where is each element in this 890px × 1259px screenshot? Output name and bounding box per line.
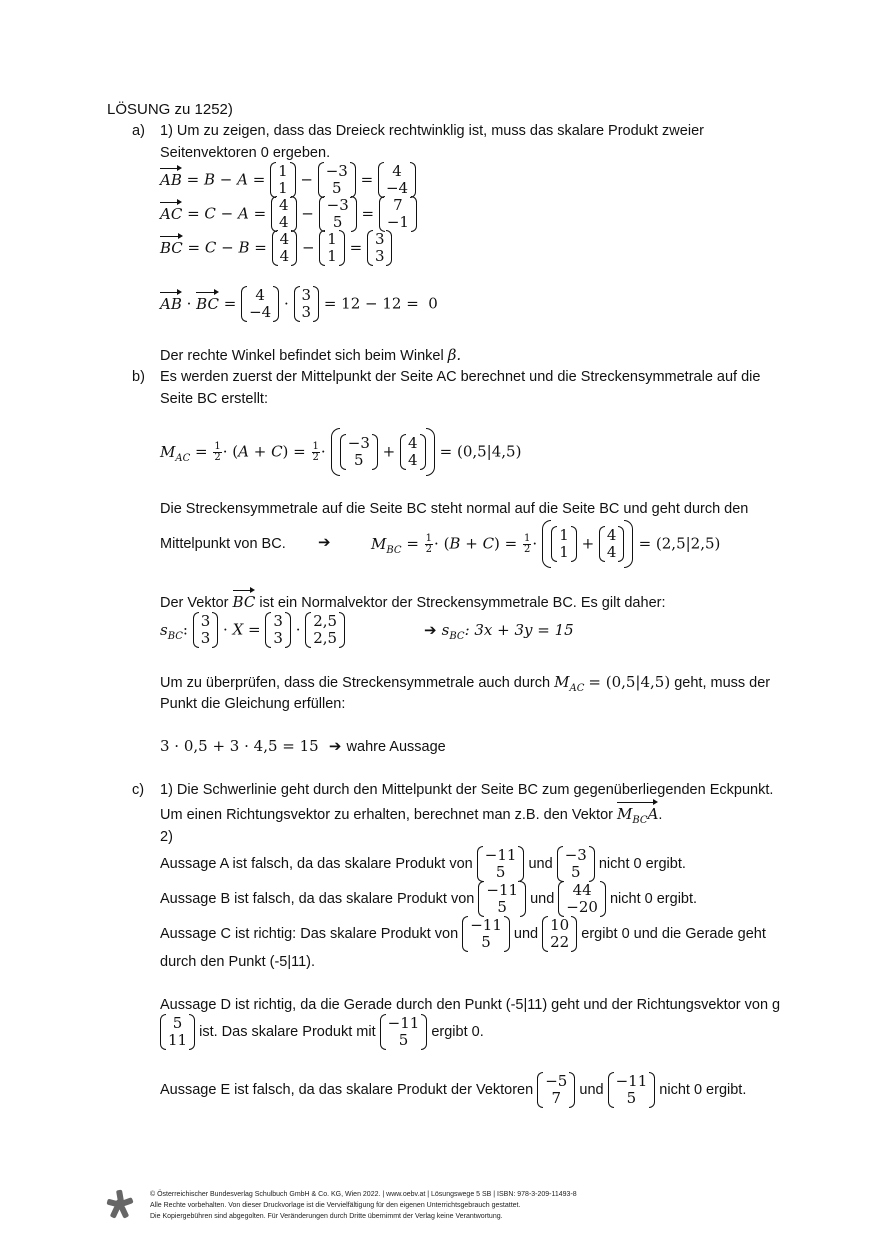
part-c-line-2: Um einen Richtungsvektor zu erhalten, berechnet man z.B. den Vektor $M_{BC}A$ . [160, 805, 662, 830]
statement-d-line-2: 5 11 ist. Das skalare Produkt mit −11 5 ergibt 0. [160, 1014, 484, 1050]
statement-c-line-2: durch den Punkt (-5|11). [160, 954, 316, 970]
part-b-intro-2: Seite BC erstellt: [160, 391, 268, 407]
publisher-logo-icon [104, 1188, 136, 1224]
implies-arrow-icon: ➔ [318, 533, 331, 551]
statement-d-line-1: Aussage D ist richtig, da die Gerade durch den Punkt (-5|11) geht und der Richtungsvektor von g [160, 997, 781, 1013]
equation-ab: AB = B − A = 1 1 − −3 5 = 4 −4 [160, 162, 416, 198]
part-a-intro-1: 1) Um zu zeigen, dass das Dreieck rechtwinklig ist, muss das skalare Produkt zweier [160, 123, 704, 139]
statement-a: Aussage A ist falsch, da das skalare Produkt von −11 5 und −3 5 nicht 0 ergibt. [160, 846, 686, 881]
footer-line-2: Alle Rechte vorbehalten. Von dieser Druckvorlage ist die Vervielfältigung für den eigenen Unterrichtsgebrauch gestattet. [150, 1202, 521, 1209]
equation-check: 3 · 0,5 + 3 · 4,5 = 15 ➔ wahre Aussage [160, 737, 446, 755]
part-a-label: a) [132, 123, 145, 139]
part-b-normal-1: Die Streckensymmetrale auf die Seite BC steht normal auf die Seite BC und geht durch den [160, 501, 749, 517]
equation-sbc-result: ➔ $s_{BC}$: 3x + 3y = 15 [424, 621, 574, 642]
statement-c: Aussage C ist richtig: Das skalare Produkt von −11 5 und 10 22 ergibt 0 und die Gerade geht [160, 916, 766, 951]
part-a-conclusion: Der rechte Winkel befindet sich beim Winkel β. [160, 346, 462, 364]
part-b-check-1: Um zu überprüfen, dass die Streckensymmetrale auch durch $M_{AC} = (0,5|4,5)$ geht, muss der [160, 673, 771, 694]
footer-line-1: © Österreichischer Bundesverlag Schulbuch GmbH & Co. KG, Wien 2022. | www.oebv.at | Lösungswege 5 SB | ISBN: 978-3-209-11493-8 [150, 1191, 577, 1198]
equation-bc: BC = C − B = 4 4 − 1 1 = 3 3 [160, 230, 392, 266]
part-b-check-2: Punkt die Gleichung erfüllen: [160, 696, 346, 712]
part-b-label: b) [132, 369, 145, 385]
equation-mbc: $M_{BC}$ = $\frac{1}{2}$ · (B + C) = $\frac{1}{2}$ · 1 1 + 4 4 = (2,5|2,5) [371, 520, 720, 568]
page-heading: LÖSUNG zu 1252) [107, 101, 233, 118]
equation-mac: $M_{AC}$ = $\frac{1}{2}$ · (A + C) = $\frac{1}{2}$ · −3 5 + 4 4 = (0,5|4,5) [160, 428, 521, 476]
implies-arrow-icon: ➔ [424, 621, 437, 639]
equation-ac: AC = C − A = 4 4 − −3 5 = 7 −1 [160, 196, 417, 232]
equation-dot-product: AB · BC = 4 −4 · 3 3 = 12 − 12 = 0 [160, 286, 438, 321]
part-b-intro-1: Es werden zuerst der Mittelpunkt der Seite AC berechnet und die Streckensymmetrale auf die [160, 369, 761, 385]
part-b-vector-sentence: Der Vektor BC ist ein Normalvektor der Streckensymmetrale BC. Es gilt daher: [160, 593, 666, 612]
statement-b: Aussage B ist falsch, da das skalare Produkt von −11 5 und 44 −20 nicht 0 ergibt. [160, 881, 698, 916]
statement-e: Aussage E ist falsch, da das skalare Produkt der Vektoren −5 7 und −11 5 nicht 0 ergibt. [160, 1072, 747, 1107]
implies-arrow-icon: ➔ [328, 737, 342, 755]
footer-line-3: Die Kopiergebühren sind abgegolten. Für Veränderungen durch Dritte übernimmt der Verlag keine Verantwortung. [150, 1213, 503, 1220]
part-c-label: c) [132, 782, 145, 798]
part-c-line-3: 2) [160, 829, 173, 845]
equation-sbc: $s_{BC}$: 3 3 · X = 3 3 · 2,5 2,5 [160, 612, 345, 648]
part-c-line-1: 1) Die Schwerlinie geht durch den Mittelpunkt der Seite BC zum gegenüberliegenden Eckpunkt. [160, 782, 774, 798]
part-a-intro-2: Seitenvektoren 0 ergeben. [160, 145, 331, 161]
part-b-normal-2: Mittelpunkt von BC. [160, 536, 286, 552]
